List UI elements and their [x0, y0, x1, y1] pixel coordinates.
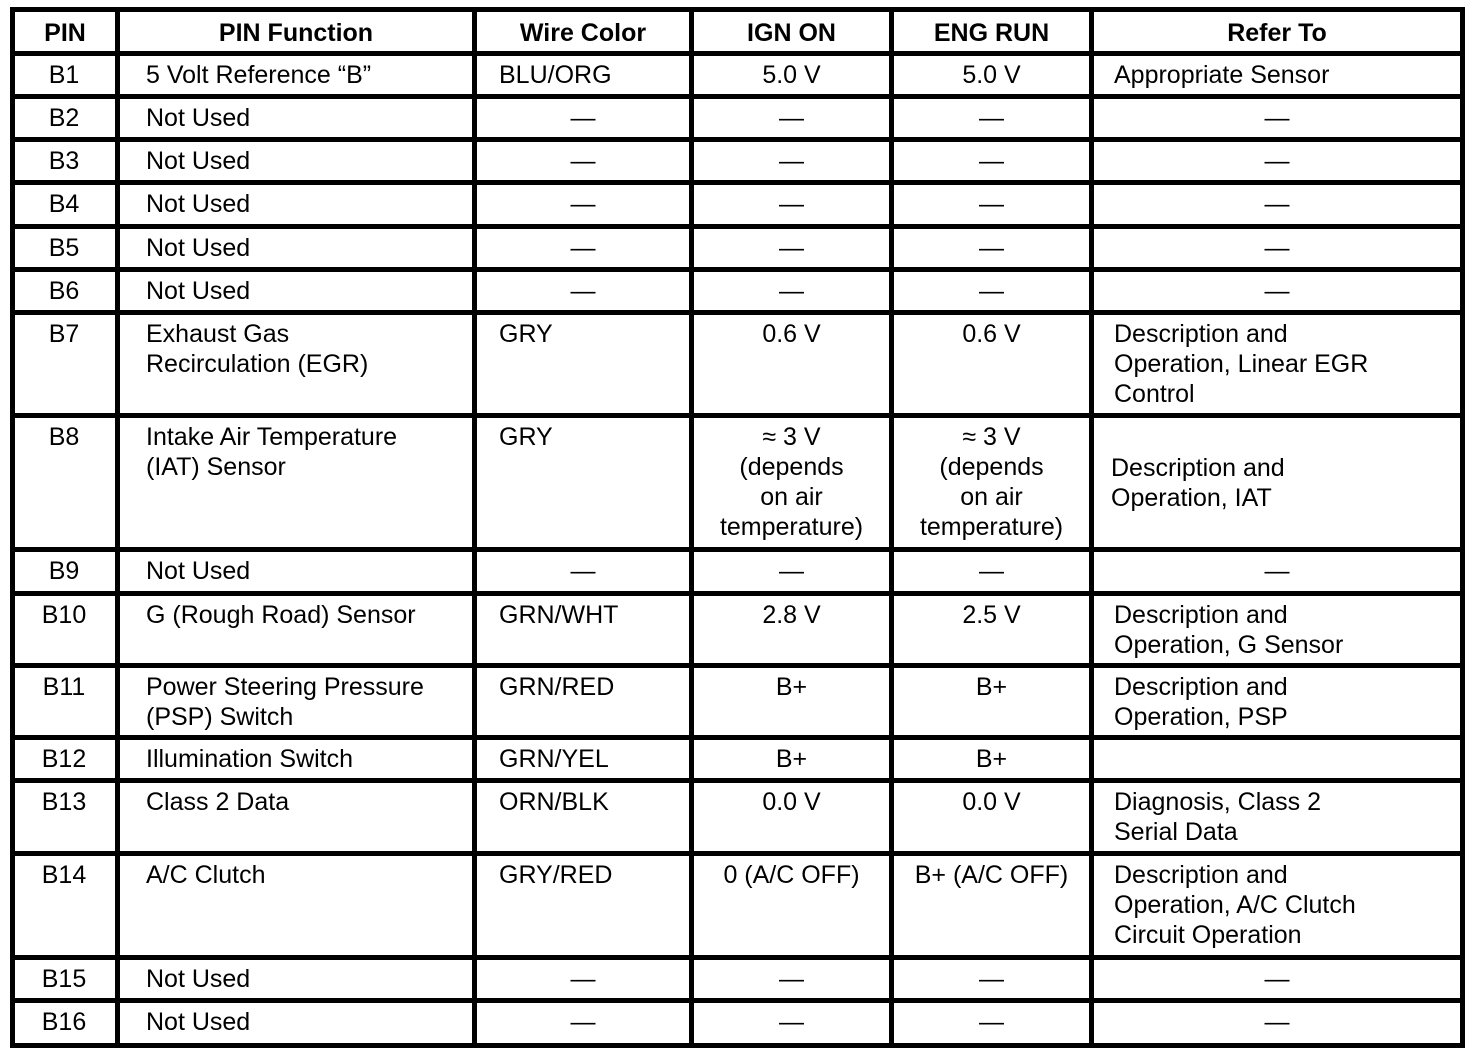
pin-function-cell: Not Used: [118, 226, 475, 269]
eng-run-cell: ≈ 3 V (depends on air temperature): [892, 416, 1092, 550]
eng-run-cell: —: [892, 550, 1092, 593]
wire-color-cell: GRY: [475, 416, 692, 550]
wire-color-cell: GRN/YEL: [475, 737, 692, 780]
pin-function-cell: Not Used: [118, 269, 475, 312]
pin-cell: B8: [13, 416, 118, 550]
pin-cell: B5: [13, 226, 118, 269]
wire-color-cell: —: [475, 550, 692, 593]
pin-function-cell: Intake Air Temperature (IAT) Sensor: [118, 416, 475, 550]
pin-function-cell: Not Used: [118, 140, 475, 183]
pin-cell: B7: [13, 312, 118, 415]
table-row-b13: [13, 781, 1463, 854]
column-header-ign-on: IGN ON: [692, 10, 892, 54]
ign-on-cell: —: [692, 957, 892, 1000]
wire-color-cell: BLU/ORG: [475, 54, 692, 97]
refer-to-cell: —: [1092, 226, 1463, 269]
pin-function-cell: Not Used: [118, 957, 475, 1000]
ign-on-cell: —: [692, 226, 892, 269]
refer-to-cell: Description and Operation, IAT: [1092, 416, 1463, 550]
wire-color-cell: —: [475, 957, 692, 1000]
pin-function-cell: G (Rough Road) Sensor: [118, 593, 475, 665]
wire-color-cell: GRY/RED: [475, 854, 692, 957]
pin-table: [10, 7, 1465, 1048]
table-row-b5: [13, 226, 1463, 269]
header-row: [13, 10, 1463, 54]
eng-run-cell: —: [892, 957, 1092, 1000]
ign-on-cell: 0.6 V: [692, 312, 892, 415]
pin-cell: B2: [13, 97, 118, 140]
table-row-b9: [13, 550, 1463, 593]
ign-on-cell: —: [692, 550, 892, 593]
pin-table-document: [10, 7, 1460, 1048]
column-header-pin: PIN: [13, 10, 118, 54]
eng-run-cell: 2.5 V: [892, 593, 1092, 665]
eng-run-cell: —: [892, 1000, 1092, 1045]
pin-function-cell: Illumination Switch: [118, 737, 475, 780]
refer-to-cell: Diagnosis, Class 2 Serial Data: [1092, 781, 1463, 854]
eng-run-cell: —: [892, 183, 1092, 226]
wire-color-cell: ORN/BLK: [475, 781, 692, 854]
table-row-b16: [13, 1000, 1463, 1045]
pin-function-cell: Not Used: [118, 1000, 475, 1045]
wire-color-cell: —: [475, 269, 692, 312]
wire-color-cell: GRN/RED: [475, 665, 692, 737]
eng-run-cell: —: [892, 226, 1092, 269]
ign-on-cell: 0 (A/C OFF): [692, 854, 892, 957]
pin-function-cell: Class 2 Data: [118, 781, 475, 854]
eng-run-cell: —: [892, 140, 1092, 183]
pin-cell: B11: [13, 665, 118, 737]
wire-color-cell: —: [475, 97, 692, 140]
pin-cell: B15: [13, 957, 118, 1000]
eng-run-cell: 5.0 V: [892, 54, 1092, 97]
pin-cell: B13: [13, 781, 118, 854]
column-header-pin-function: PIN Function: [118, 10, 475, 54]
eng-run-cell: B+: [892, 737, 1092, 780]
wire-color-cell: —: [475, 183, 692, 226]
pin-function-cell: Not Used: [118, 97, 475, 140]
eng-run-cell: —: [892, 269, 1092, 312]
pin-function-cell: Power Steering Pressure (PSP) Switch: [118, 665, 475, 737]
wire-color-cell: —: [475, 140, 692, 183]
column-header-eng-run: ENG RUN: [892, 10, 1092, 54]
refer-to-cell: —: [1092, 269, 1463, 312]
refer-to-cell: [1092, 737, 1463, 780]
ign-on-cell: ≈ 3 V (depends on air temperature): [692, 416, 892, 550]
ign-on-cell: 0.0 V: [692, 781, 892, 854]
wire-color-cell: GRY: [475, 312, 692, 415]
eng-run-cell: —: [892, 97, 1092, 140]
column-header-refer-to: Refer To: [1092, 10, 1463, 54]
refer-to-cell: Description and Operation, A/C Clutch Circuit Operation: [1092, 854, 1463, 957]
ign-on-cell: B+: [692, 665, 892, 737]
table-row-b6: [13, 269, 1463, 312]
ign-on-cell: —: [692, 97, 892, 140]
pin-cell: B1: [13, 54, 118, 97]
refer-to-cell: —: [1092, 140, 1463, 183]
column-header-wire-color: Wire Color: [475, 10, 692, 54]
pin-function-cell: Not Used: [118, 550, 475, 593]
table-row-b12: [13, 737, 1463, 780]
refer-to-cell: —: [1092, 550, 1463, 593]
wire-color-cell: GRN/WHT: [475, 593, 692, 665]
refer-to-cell: Description and Operation, PSP: [1092, 665, 1463, 737]
table-row-b11: [13, 665, 1463, 737]
refer-to-cell: —: [1092, 183, 1463, 226]
ign-on-cell: —: [692, 1000, 892, 1045]
wire-color-cell: —: [475, 226, 692, 269]
eng-run-cell: 0.6 V: [892, 312, 1092, 415]
eng-run-cell: B+ (A/C OFF): [892, 854, 1092, 957]
pin-cell: B6: [13, 269, 118, 312]
table-row-b4: [13, 183, 1463, 226]
pin-function-cell: 5 Volt Reference “B”: [118, 54, 475, 97]
table-row-b15: [13, 957, 1463, 1000]
ign-on-cell: —: [692, 140, 892, 183]
refer-to-cell: —: [1092, 1000, 1463, 1045]
pin-cell: B14: [13, 854, 118, 957]
table-row-b8: [13, 416, 1463, 550]
table-row-b14: [13, 854, 1463, 957]
wire-color-cell: —: [475, 1000, 692, 1045]
table-row-b2: [13, 97, 1463, 140]
table-row-b3: [13, 140, 1463, 183]
refer-to-cell: Description and Operation, G Sensor: [1092, 593, 1463, 665]
pin-cell: B3: [13, 140, 118, 183]
refer-to-cell: —: [1092, 97, 1463, 140]
table-row-b7: [13, 312, 1463, 415]
refer-to-cell: Description and Operation, Linear EGR Control: [1092, 312, 1463, 415]
pin-cell: B10: [13, 593, 118, 665]
pin-cell: B16: [13, 1000, 118, 1045]
table-row-b10: [13, 593, 1463, 665]
eng-run-cell: 0.0 V: [892, 781, 1092, 854]
pin-cell: B12: [13, 737, 118, 780]
pin-function-cell: Not Used: [118, 183, 475, 226]
ign-on-cell: —: [692, 269, 892, 312]
table-row-b1: [13, 54, 1463, 97]
refer-to-cell: —: [1092, 957, 1463, 1000]
refer-to-cell: Appropriate Sensor: [1092, 54, 1463, 97]
ign-on-cell: 2.8 V: [692, 593, 892, 665]
pin-function-cell: Exhaust Gas Recirculation (EGR): [118, 312, 475, 415]
ign-on-cell: B+: [692, 737, 892, 780]
pin-function-cell: A/C Clutch: [118, 854, 475, 957]
ign-on-cell: 5.0 V: [692, 54, 892, 97]
pin-cell: B4: [13, 183, 118, 226]
eng-run-cell: B+: [892, 665, 1092, 737]
pin-cell: B9: [13, 550, 118, 593]
ign-on-cell: —: [692, 183, 892, 226]
